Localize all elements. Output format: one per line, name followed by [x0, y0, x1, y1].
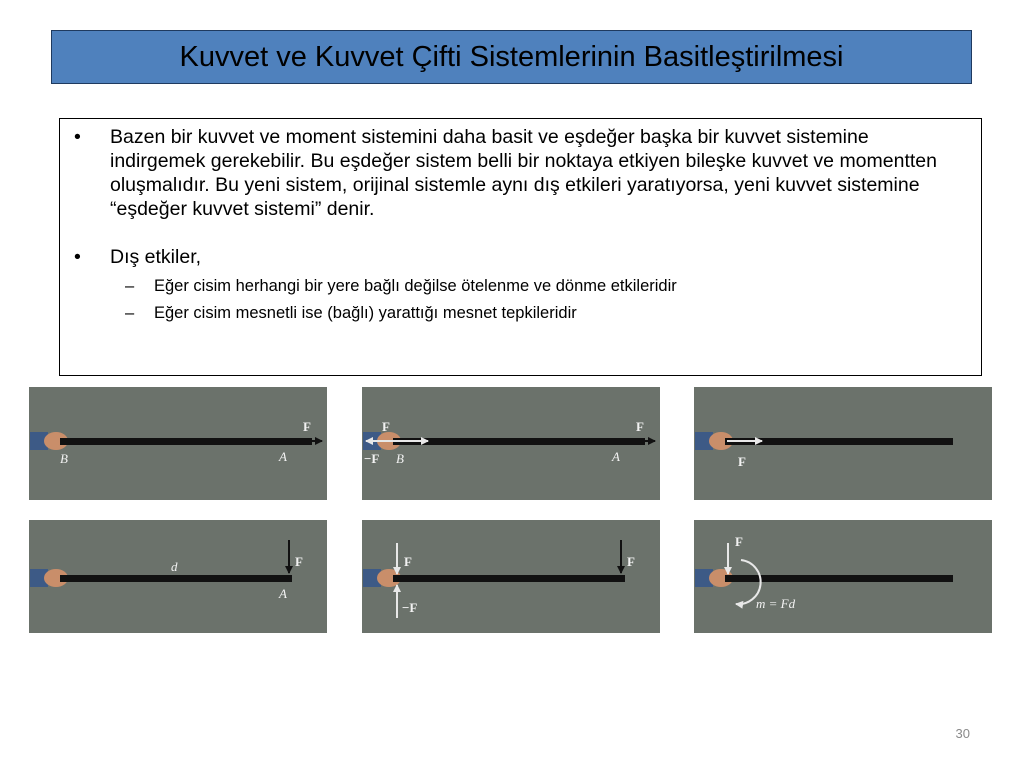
figure-panel-3	[694, 387, 992, 500]
bullet-item-1	[74, 125, 963, 221]
label-B: B	[396, 451, 404, 466]
sub-bullet-list	[110, 273, 963, 327]
label-F-top: F	[404, 554, 412, 569]
label-A: A	[279, 586, 287, 601]
label-minus-F: −F	[402, 600, 418, 615]
label-B: B	[60, 451, 68, 466]
sub-bullet-text-1: Eğer cisim herhangi bir yere bağlı değilse ötelenme ve dönme etkileridir	[154, 277, 677, 295]
figure-panel-1	[29, 387, 327, 500]
label-F: F	[738, 454, 746, 469]
label-F: F	[636, 419, 644, 434]
label-F: F	[303, 419, 311, 434]
label-moment: m = Fd	[756, 596, 796, 611]
title-bar	[51, 30, 972, 84]
sub-bullet-text-2: Eğer cisim mesnetli ise (bağlı) yarattığı mesnet tepkileridir	[154, 304, 577, 322]
figure-panel-2	[362, 387, 660, 500]
label-d: d	[171, 559, 178, 574]
figure-panel-5	[362, 520, 660, 633]
bullet-item-2	[74, 245, 963, 327]
sub-bullet-item-2	[110, 300, 963, 327]
label-F: F	[627, 554, 635, 569]
figure-panel-4	[29, 520, 327, 633]
page-number: 30	[955, 726, 970, 741]
dash-glyph: –	[125, 277, 135, 295]
content-box	[59, 118, 982, 376]
rod	[393, 575, 625, 582]
bullet-list	[74, 125, 963, 327]
dash-glyph: –	[125, 304, 135, 322]
label-F: F	[735, 534, 743, 549]
label-A: A	[279, 449, 287, 464]
bullet-glyph: •	[74, 126, 81, 148]
sub-bullet-item-1	[110, 273, 963, 300]
bullet-glyph: •	[74, 246, 81, 268]
bullet-text-1: Bazen bir kuvvet ve moment sistemini daha basit ve eşdeğer başka bir kuvvet sistemine indirgemek gerekebilir. Bu eşdeğer sistem belli bir noktaya etkiyen bileşke kuvvet ve momentten oluşmalıdır. Bu yeni sistem, orijinal sistemle aynı dış etkileri yaratıyorsa, yeni kuvvet sistemine “eşdeğer kuvvet sistemi” denir.	[110, 126, 937, 220]
rod	[393, 438, 645, 445]
label-A: A	[612, 449, 620, 464]
rod	[60, 438, 312, 445]
slide-title: Kuvvet ve Kuvvet Çifti Sistemlerinin Basitleştirilmesi	[179, 40, 844, 73]
label-minus-F: −F	[364, 451, 380, 466]
bullet-text-2: Dış etkiler,	[110, 246, 202, 268]
label-F: F	[295, 554, 303, 569]
rod	[60, 575, 292, 582]
label-F-top: F	[382, 419, 390, 434]
figure-panel-6	[694, 520, 992, 633]
